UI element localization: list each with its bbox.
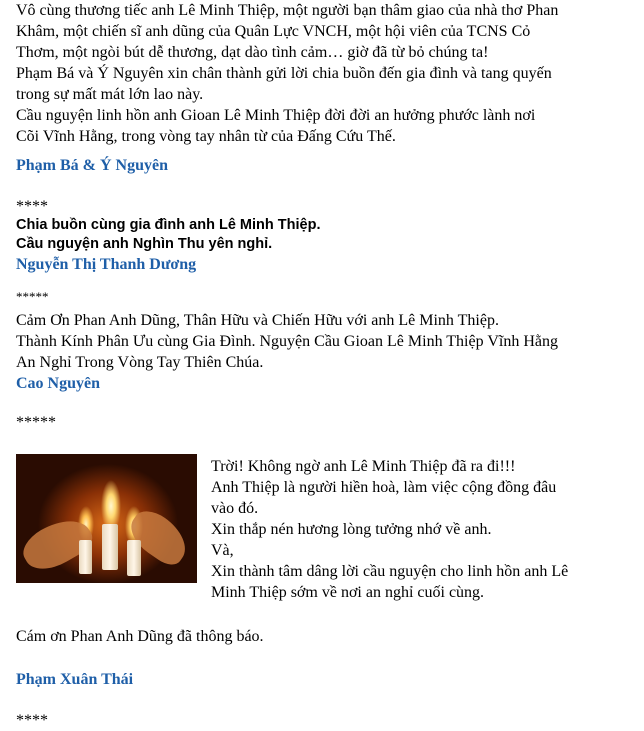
separator: *****	[16, 289, 49, 304]
condolence-message-1	[16, 0, 558, 147]
separator: *****	[16, 414, 56, 431]
condolence-message-4	[211, 456, 641, 603]
message-line: Xin thành tâm dâng lời cầu nguyện cho linh hồn anh Lê	[211, 563, 569, 580]
signature-cao-nguyen: Cao Nguyên	[16, 375, 101, 392]
signature-nguyen-thi-thanh-duong: Nguyễn Thị Thanh Dương	[16, 256, 197, 273]
message-line: Minh Thiệp sớm về nơi an nghỉ cuối cùng.	[211, 584, 485, 601]
message-line: Cảm Ơn Phan Anh Dũng, Thân Hữu và Chiến Hữu với anh Lê Minh Thiệp.	[16, 312, 499, 329]
message-line: Chia buồn cùng gia đình anh Lê Minh Thiệp.	[16, 217, 321, 233]
message-line: Vô cùng thương tiếc anh Lê Minh Thiệp, một người bạn thâm giao của nhà thơ Phan	[16, 2, 559, 19]
message-line: Cõi Vĩnh Hằng, trong vòng tay nhân từ của Đấng Cứu Thế.	[16, 128, 396, 145]
message-line: Cầu nguyện linh hồn anh Gioan Lê Minh Thiệp đời đời an hưởng phước lành nơi	[16, 107, 536, 124]
message-line: Thơm, một ngòi bút dễ thương, dạt dào tình cảm… giờ đã từ bỏ chúng ta!	[16, 44, 489, 61]
message-line: Khâm, một chiến sĩ anh dũng của Quân Lực VNCH, một hội viên của TCNS Cỏ	[16, 23, 531, 40]
message-line: An Nghỉ Trong Vòng Tay Thiên Chúa.	[16, 354, 264, 371]
message-line: Phạm Bá và Ý Nguyên xin chân thành gửi lời chia buồn đến gia đình và tang quyến	[16, 65, 552, 82]
signature-pham-ba: Phạm Bá & Ý Nguyên	[16, 157, 169, 174]
signature-pham-xuan-thai: Phạm Xuân Thái	[16, 671, 134, 688]
thanks-line: Cám ơn Phan Anh Dũng đã thông báo.	[16, 628, 264, 645]
condolence-message-2	[16, 216, 320, 254]
message-line: Anh Thiệp là người hiền hoà, làm việc cộng đồng đâu	[211, 479, 557, 496]
separator: ****	[16, 712, 48, 729]
condolence-message-3	[16, 310, 558, 373]
message-line: Và,	[211, 542, 234, 559]
message-line: Xin thắp nén hương lòng tưởng nhớ về anh.	[211, 521, 492, 538]
candles-in-hands-photo	[16, 454, 197, 583]
separator: ****	[16, 198, 48, 215]
message-line: Trời! Không ngờ anh Lê Minh Thiệp đã ra đi!!!	[211, 458, 516, 475]
message-line: Cầu nguyện anh Nghìn Thu yên nghỉ.	[16, 236, 273, 252]
message-line: Thành Kính Phân Ưu cùng Gia Đình. Nguyện Cầu Gioan Lê Minh Thiệp Vĩnh Hằng	[16, 333, 558, 350]
message-line: vào đó.	[211, 500, 259, 517]
message-line: trong sự mất mát lớn lao này.	[16, 86, 204, 103]
